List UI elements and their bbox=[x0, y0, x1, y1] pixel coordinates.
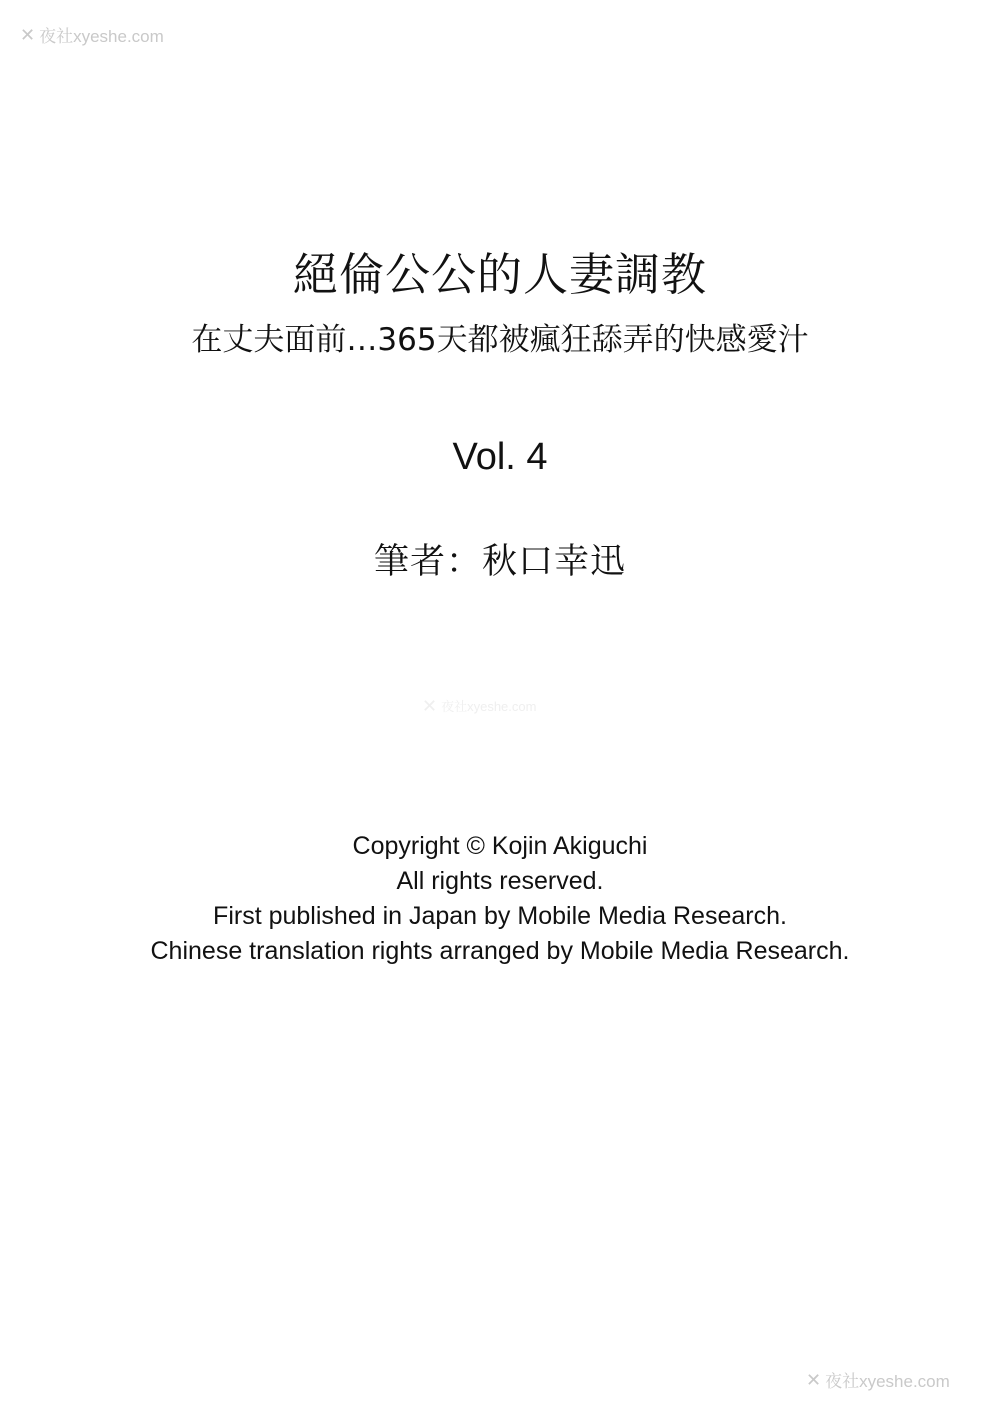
volume-label: Vol. 4 bbox=[452, 436, 548, 478]
book-title: 絕倫公公的人妻調教 bbox=[292, 248, 707, 301]
book-subtitle: 在丈夫面前…365天都被瘋狂舔弄的快感愛汁 bbox=[191, 322, 809, 358]
copyright-line: Copyright © Kojin Akiguchi bbox=[352, 832, 648, 860]
watermark-bottom bbox=[806, 1367, 950, 1392]
rights-line: All rights reserved. bbox=[396, 867, 604, 895]
publication-line: First published in Japan by Mobile Media Research. bbox=[213, 902, 787, 930]
watermark-text: 夜社xyeshe.com bbox=[825, 1372, 950, 1391]
watermark-top bbox=[20, 22, 164, 47]
x-logo-icon: ✕ bbox=[20, 24, 36, 45]
x-logo-icon: ✕ bbox=[422, 695, 438, 716]
translation-rights-line: Chinese translation rights arranged by Mobile Media Research. bbox=[150, 937, 850, 965]
x-logo-icon: ✕ bbox=[806, 1369, 822, 1390]
watermark-text: 夜社xyeshe.com bbox=[39, 27, 164, 46]
author-line: 筆者：秋口幸迅 bbox=[373, 542, 626, 582]
watermark-text: 夜社xyeshe.com bbox=[441, 699, 537, 714]
watermark-center bbox=[422, 696, 536, 715]
